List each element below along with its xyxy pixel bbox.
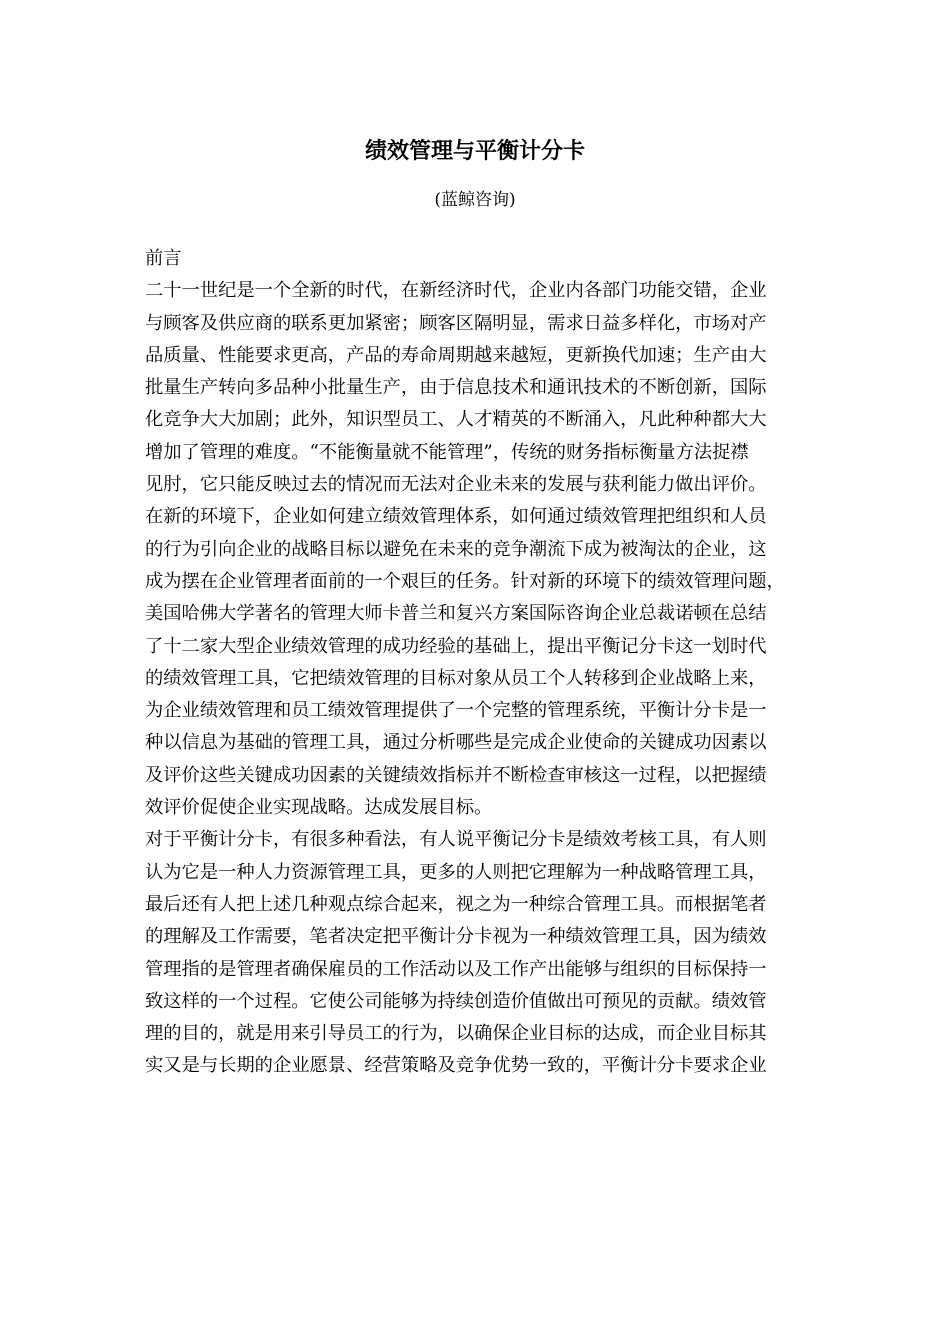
text-line: 认为它是一种人力资源管理工具，更多的人则把它理解为一种战略管理工具， [145,861,767,883]
text-line: 与顾客及供应商的联系更加紧密；顾客区隔明显，需求日益多样化，市场对产 [145,312,767,334]
document-body [145,243,815,1083]
text-line: 美国哈佛大学著名的管理大师卡普兰和复兴方案国际咨询企业总裁诺顿在总结 [145,603,767,625]
text-line: 的理解及工作需要，笔者决定把平衡计分卡视为一种绩效管理工具，因为绩效 [145,926,767,948]
text-line: 成为摆在企业管理者面前的一个艰巨的任务。针对新的环境下的绩效管理问题， [145,570,785,592]
text-line: 理的目的，就是用来引导员工的行为，以确保企业目标的达成，而企业目标其 [145,1023,767,1045]
text-line: 实又是与长期的企业愿景、经营策略及竞争优势一致的，平衡计分卡要求企业 [145,1055,767,1077]
text-line: 管理指的是管理者确保雇员的工作活动以及工作产出能够与组织的目标保持一 [145,958,767,980]
text-line: 在新的环境下，企业如何建立绩效管理体系，如何通过绩效管理把组织和人员 [145,506,767,528]
text-line: 最后还有人把上述几种观点综合起来，视之为一种综合管理工具。而根据笔者 [145,893,767,915]
text-line: 见肘，它只能反映过去的情况而无法对企业未来的发展与获利能力做出评价。 [145,474,767,496]
text-line: 种以信息为基础的管理工具，通过分析哪些是完成企业使命的关键成功因素以 [145,732,767,754]
text-line: 二十一世纪是一个全新的时代，在新经济时代，企业内各部门功能交错，企业 [145,280,767,302]
text-line: 致这样的一个过程。它使公司能够为持续创造价值做出可预见的贡献。绩效管 [145,990,767,1012]
text-line: 品质量、性能要求更高，产品的寿命周期越来越短，更新换代加速；生产由大 [145,344,767,366]
text-line: 的行为引向企业的战略目标以避免在未来的竞争潮流下成为被淘汰的企业，这 [145,538,767,560]
text-line: 为企业绩效管理和员工绩效管理提供了一个完整的管理系统，平衡计分卡是一 [145,700,767,722]
document-subtitle: (蓝鲸咨询) [434,190,516,210]
text-line: 批量生产转向多品种小批量生产，由于信息技术和通讯技术的不断创新，国际 [145,377,767,399]
text-line: 化竞争大大加剧；此外，知识型员工、人才精英的不断涌入，凡此种种都大大 [145,409,767,431]
document-title: 绩效管理与平衡计分卡 [364,138,585,164]
text-line: 的绩效管理工具，它把绩效管理的目标对象从员工个人转移到企业战略上来， [145,667,767,689]
text-line: 效评价促使企业实现战略。达成发展目标。 [145,797,493,819]
text-line: 了十二家大型企业绩效管理的成功经验的基础上，提出平衡记分卡这一划时代 [145,635,767,657]
text-line: 增加了管理的难度。“不能衡量就不能管理”，传统的财务指标衡量方法捉襟 [145,441,749,463]
text-line: 对于平衡计分卡，有很多种看法，有人说平衡记分卡是绩效考核工具，有人则 [145,829,767,851]
text-line: 及评价这些关键成功因素的关键绩效指标并不断检查审核这一过程，以把握绩 [145,764,767,786]
section-heading: 前言 [145,248,182,269]
